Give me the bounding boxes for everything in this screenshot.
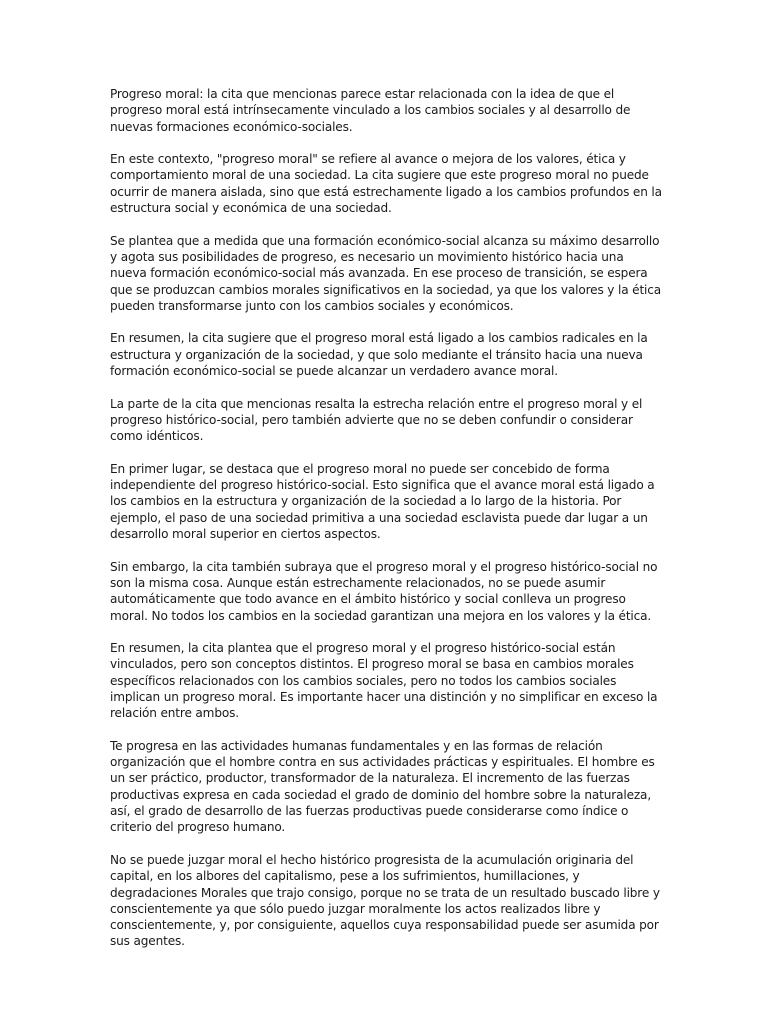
paragraph-2: En este contexto, "progreso moral" se refiere al avance o mejora de los valores, ética y comportamiento moral de una sociedad. La cita sugiere que este progreso moral no puede ocurrir de manera aislada, sino que está estrechamente ligado a los cambios profundos en la estructura social y económica de una sociedad. [110, 152, 662, 216]
paragraph-7: Sin embargo, la cita también subraya que el progreso moral y el progreso histórico-social no son la misma cosa. Aunque están estrechamente relacionados, no se puede asumir automáticamente que todo avance en el ámbito histórico y social conlleva un progreso moral. No todos los cambios en la sociedad garantizan una mejora en los valores y la ética. [110, 559, 658, 623]
paragraph-5: La parte de la cita que mencionas resalta la estrecha relación entre el progreso moral y el progreso histórico-social, pero también advierte que no se deben confundir o considerar como idénticos. [110, 396, 643, 444]
document-body [110, 86, 662, 950]
paragraph-1: Progreso moral: la cita que mencionas parece estar relacionada con la idea de que el progreso moral está intrínsecamente vinculado a los cambios sociales y al desarrollo de nuevas formaciones económico-sociales. [110, 87, 631, 134]
paragraph-4: En resumen, la cita sugiere que el progreso moral está ligado a los cambios radicales en la estructura y organización de la sociedad, y que solo mediante el tránsito hacia una nueva formación económico-social se puede alcanzar un verdadero avance moral. [110, 331, 648, 379]
paragraph-6: En primer lugar, se destaca que el progreso moral no puede ser concebido de forma independiente del progreso histórico-social. Esto significa que el avance moral está ligado a los cambios en la estructura y organización de la sociedad a lo largo de la historia. Por ejemplo, el paso de una sociedad primitiva a una sociedad esclavista puede dar lugar a un desarrollo moral superior en ciertos aspectos. [110, 461, 655, 542]
paragraph-9: Te progresa en las actividades humanas fundamentales y en las formas de relación organización que el hombre contra en sus actividades prácticas y espirituales. El hombre es un ser práctico, productor, transformador de la naturaleza. El incremento de las fuerzas productivas expresa en cada sociedad el grado de dominio del hombre sobre la naturaleza, así, el grado de desarrollo de las fuerzas productivas puede considerarse como índice o criterio del progreso humano. [110, 738, 655, 835]
paragraph-10: No se puede juzgar moral el hecho histórico progresista de la acumulación originaria del capital, en los albores del capitalismo, pese a los sufrimientos, humillaciones, y degradaciones Morales que trajo consigo, porque no se trata de un resultado buscado libre y conscientemente ya que sólo puedo juzgar moralmente los actos realizados libre y conscientemente, y, por consiguiente, aquellos cuya responsabilidad puede ser asumida por sus agentes. [110, 852, 660, 949]
paragraph-3: Se plantea que a medida que una formación económico-social alcanza su máximo desarrollo y agota sus posibilidades de progreso, es necesario un movimiento histórico hacia una nueva formación económico-social más avanzada. En ese proceso de transición, se espera que se produzcan cambios morales significativos en la sociedad, ya que los valores y la ética pueden transformarse junto con los cambios sociales y económicos. [110, 233, 662, 313]
paragraph-8: En resumen, la cita plantea que el progreso moral y el progreso histórico-social están vinculados, pero son conceptos distintos. El progreso moral se basa en cambios morales específicos relacionados con los cambios sociales, pero no todos los cambios sociales implican un progreso moral. Es importante hacer una distinción y no simplificar en exceso la relación entre ambos. [110, 641, 658, 721]
